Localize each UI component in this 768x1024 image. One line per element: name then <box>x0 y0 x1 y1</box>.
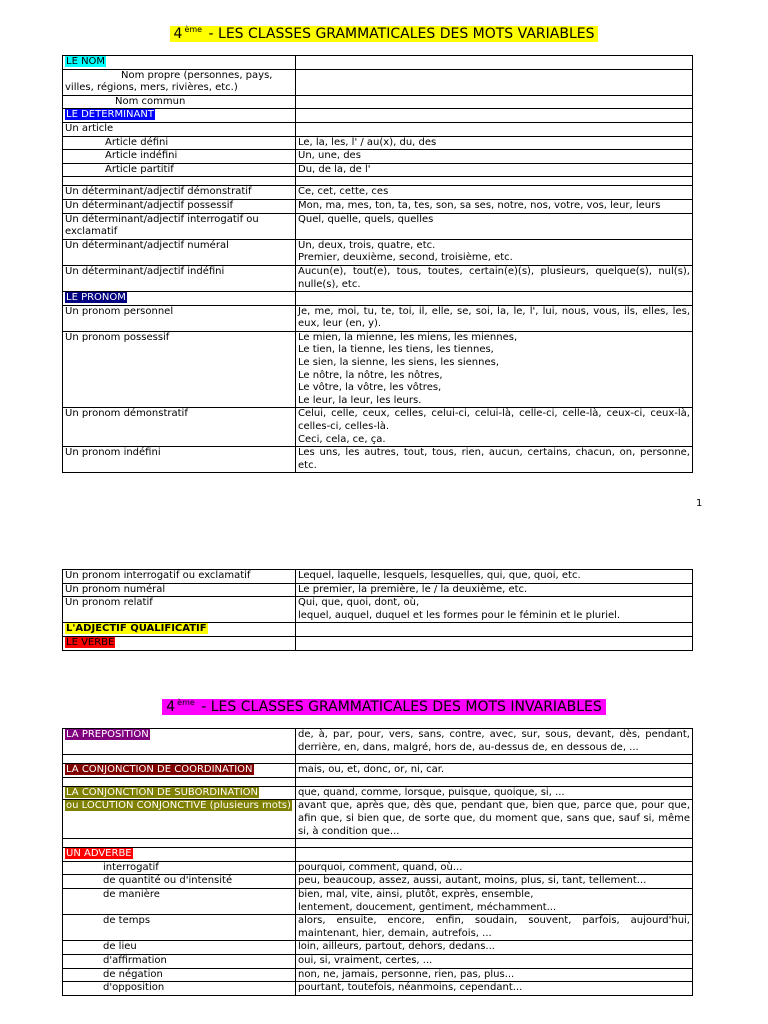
section-header-locution: ou LOCUTION CONJONCTIVE (plusieurs mots) <box>66 800 291 812</box>
table-row <box>63 786 693 800</box>
cell-label: de quantité ou d'intensité <box>63 875 296 889</box>
cell-value: Mon, ma, mes, ton, ta, tes, son, sa ses, notre, nos, votre, vos, leur, leurs <box>296 199 693 213</box>
cell-label: Un déterminant/adjectif interrogatif ou exclamatif <box>63 213 296 239</box>
table-row <box>63 623 693 637</box>
cell-value: bien, mal, vite, ainsi, plutôt, exprès, ensemble, lentement, doucement, gentiment, méchamment... <box>296 888 693 914</box>
cell-value: de, à, par, pour, vers, sans, contre, avec, sur, sous, devant, dès, pendant, derrière, en, dans, malgré, hors de, au-dessus de, en dessous de, ... <box>296 729 693 755</box>
cell-label: d'affirmation <box>63 954 296 968</box>
cell-label: Un article <box>63 122 296 136</box>
table-row <box>63 109 693 123</box>
cell-value: peu, beaucoup, assez, aussi, autant, moins, plus, si, tant, tellement... <box>296 875 693 889</box>
table-row <box>63 583 693 597</box>
table-row <box>63 848 693 862</box>
page-title-invariables: 4 $^{ème}$ - LES CLASSES GRAMMATICALES DES MOTS INVARIABLES <box>0 698 768 716</box>
table-row <box>63 213 693 239</box>
table-mots-variables-suite <box>62 569 693 651</box>
section-header-preposition: LA PREPOSITION <box>66 729 149 740</box>
cell-label: Nom commun <box>63 95 296 109</box>
cell-value: Le, la, les, l' / au(x), du, des <box>296 136 693 150</box>
table-row <box>63 915 693 941</box>
cell-value: Qui, que, quoi, dont, où, lequel, auquel, duquel et les formes pour le féminin et le pluriel. <box>296 597 693 623</box>
table-row <box>63 305 693 331</box>
cell-label: Un déterminant/adjectif possessif <box>63 199 296 213</box>
cell-value: loin, ailleurs, partout, dehors, dedans... <box>296 941 693 955</box>
cell-label: Article défini <box>63 136 296 150</box>
cell-value: Je, me, moi, tu, te, toi, il, elle, se, soi, la, le, l', lui, nous, vous, ils, elles, les, eux, leur (en, y). <box>296 305 693 331</box>
cell-label: Un déterminant/adjectif indéfini <box>63 265 296 291</box>
cell-value: Le premier, la première, le / la deuxième, etc. <box>296 583 693 597</box>
table-row <box>63 186 693 200</box>
cell-label: Un pronom interrogatif ou exclamatif <box>63 570 296 584</box>
cell-label: Un déterminant/adjectif démonstratif <box>63 186 296 200</box>
cell-label: de négation <box>63 968 296 982</box>
page-title-variables: 4 $^{ème}$ - LES CLASSES GRAMMATICALES DES MOTS VARIABLES <box>0 25 768 43</box>
section-header-determinant: LE DETERMINANT <box>66 109 154 121</box>
table-row <box>63 199 693 213</box>
cell-value: non, ne, jamais, personne, rien, pas, plus... <box>296 968 693 982</box>
cell-label: Article partitif <box>63 163 296 177</box>
table-row <box>63 331 693 408</box>
table-row <box>63 729 693 755</box>
table-row <box>63 150 693 164</box>
table-row <box>63 888 693 914</box>
section-header-pronom: LE PRONOM <box>66 292 126 304</box>
cell-value: Aucun(e), tout(e), tous, toutes, certain(e)(s), plusieurs, quelque(s), nul(s), nulle(s), etc. <box>296 265 693 291</box>
cell-label: Nom propre (personnes, pays, villes, régions, mers, rivières, etc.) <box>63 69 296 95</box>
cell-value: mais, ou, et, donc, or, ni, car. <box>296 764 693 778</box>
cell-value: alors, ensuite, encore, enfin, soudain, souvent, parfois, aujourd'hui, maintenant, hier, demain, autrefois, ... <box>296 915 693 941</box>
table-row <box>63 954 693 968</box>
cell-label: Article indéfini <box>63 150 296 164</box>
table-row <box>63 982 693 996</box>
cell-value: Les uns, les autres, tout, tous, rien, aucun, certains, chacun, on, personne, etc. <box>296 447 693 473</box>
table-row <box>63 292 693 306</box>
table-row <box>63 239 693 265</box>
table-row <box>63 800 693 839</box>
cell-value: Celui, celle, ceux, celles, celui-ci, celui-là, celle-ci, celle-là, ceux-ci, ceux-là, celles-ci, celles-là. Ceci, cela, ce, ça. <box>296 408 693 447</box>
cell-value: Le mien, la mienne, les miens, les miennes, Le tien, la tienne, les tiens, les tiennes, Le sien, la sienne, les siens, les siennes, Le nôtre, la nôtre, les nôtres, Le vôtre, la vôtre, les vôtres, Le leur, la leur, les leurs. <box>296 331 693 408</box>
cell-label: Un pronom possessif <box>63 331 296 408</box>
table-row <box>63 764 693 778</box>
cell-label: Un pronom personnel <box>63 305 296 331</box>
table-row <box>63 447 693 473</box>
table-row <box>63 95 693 109</box>
table-row <box>63 136 693 150</box>
table-row <box>63 861 693 875</box>
table-row <box>63 408 693 447</box>
table-row <box>63 636 693 650</box>
cell-label: de manière <box>63 888 296 914</box>
table-row <box>63 597 693 623</box>
section-header-verbe: LE VERBE <box>66 636 115 648</box>
section-header-subordination: LA CONJONCTION DE SUBORDINATION <box>66 786 258 798</box>
table-row <box>63 941 693 955</box>
cell-value: Ce, cet, cette, ces <box>296 186 693 200</box>
section-header-adverbe: UN ADVERBE <box>66 848 132 860</box>
table-row <box>63 968 693 982</box>
cell-value: Un, une, des <box>296 150 693 164</box>
cell-value: pourquoi, comment, quand, où... <box>296 861 693 875</box>
cell-label: d'opposition <box>63 982 296 996</box>
cell-label: Un pronom indéfini <box>63 447 296 473</box>
cell-value: que, quand, comme, lorsque, puisque, quoique, si, ... <box>296 786 693 800</box>
cell-label: Un pronom démonstratif <box>63 408 296 447</box>
cell-value: oui, si, vraiment, certes, ... <box>296 954 693 968</box>
table-row <box>63 265 693 291</box>
cell-value: pourtant, toutefois, néanmoins, cependant... <box>296 982 693 996</box>
cell-value: avant que, après que, dès que, pendant que, bien que, parce que, pour que, afin que, si bien que, de sorte que, du moment que, sans que, sauf si, même si, à condition que... <box>296 800 693 839</box>
table-row <box>63 56 693 70</box>
table-row <box>63 163 693 177</box>
section-header-coordination: LA CONJONCTION DE COORDINATION <box>66 764 253 776</box>
cell-value: Du, de la, de l' <box>296 163 693 177</box>
cell-value: Un, deux, trois, quatre, etc. Premier, deuxième, second, troisième, etc. <box>296 239 693 265</box>
table-mots-invariables <box>62 728 693 996</box>
table-row <box>63 122 693 136</box>
table-row <box>63 875 693 889</box>
section-header-nom: LE NOM <box>66 56 106 67</box>
page-number: 1 <box>696 498 703 509</box>
table-row <box>63 570 693 584</box>
cell-label: de temps <box>63 915 296 941</box>
cell-value: Quel, quelle, quels, quelles <box>296 213 693 239</box>
section-header-adjectif: L'ADJECTIF QUALIFICATIF <box>66 623 207 635</box>
cell-label: Un pronom relatif <box>63 597 296 623</box>
table-row <box>63 69 693 95</box>
cell-label: Un déterminant/adjectif numéral <box>63 239 296 265</box>
cell-label: interrogatif <box>63 861 296 875</box>
cell-value: Lequel, laquelle, lesquels, lesquelles, qui, que, quoi, etc. <box>296 570 693 584</box>
table-mots-variables <box>62 55 693 473</box>
cell-label: Un pronom numéral <box>63 583 296 597</box>
cell-label: de lieu <box>63 941 296 955</box>
